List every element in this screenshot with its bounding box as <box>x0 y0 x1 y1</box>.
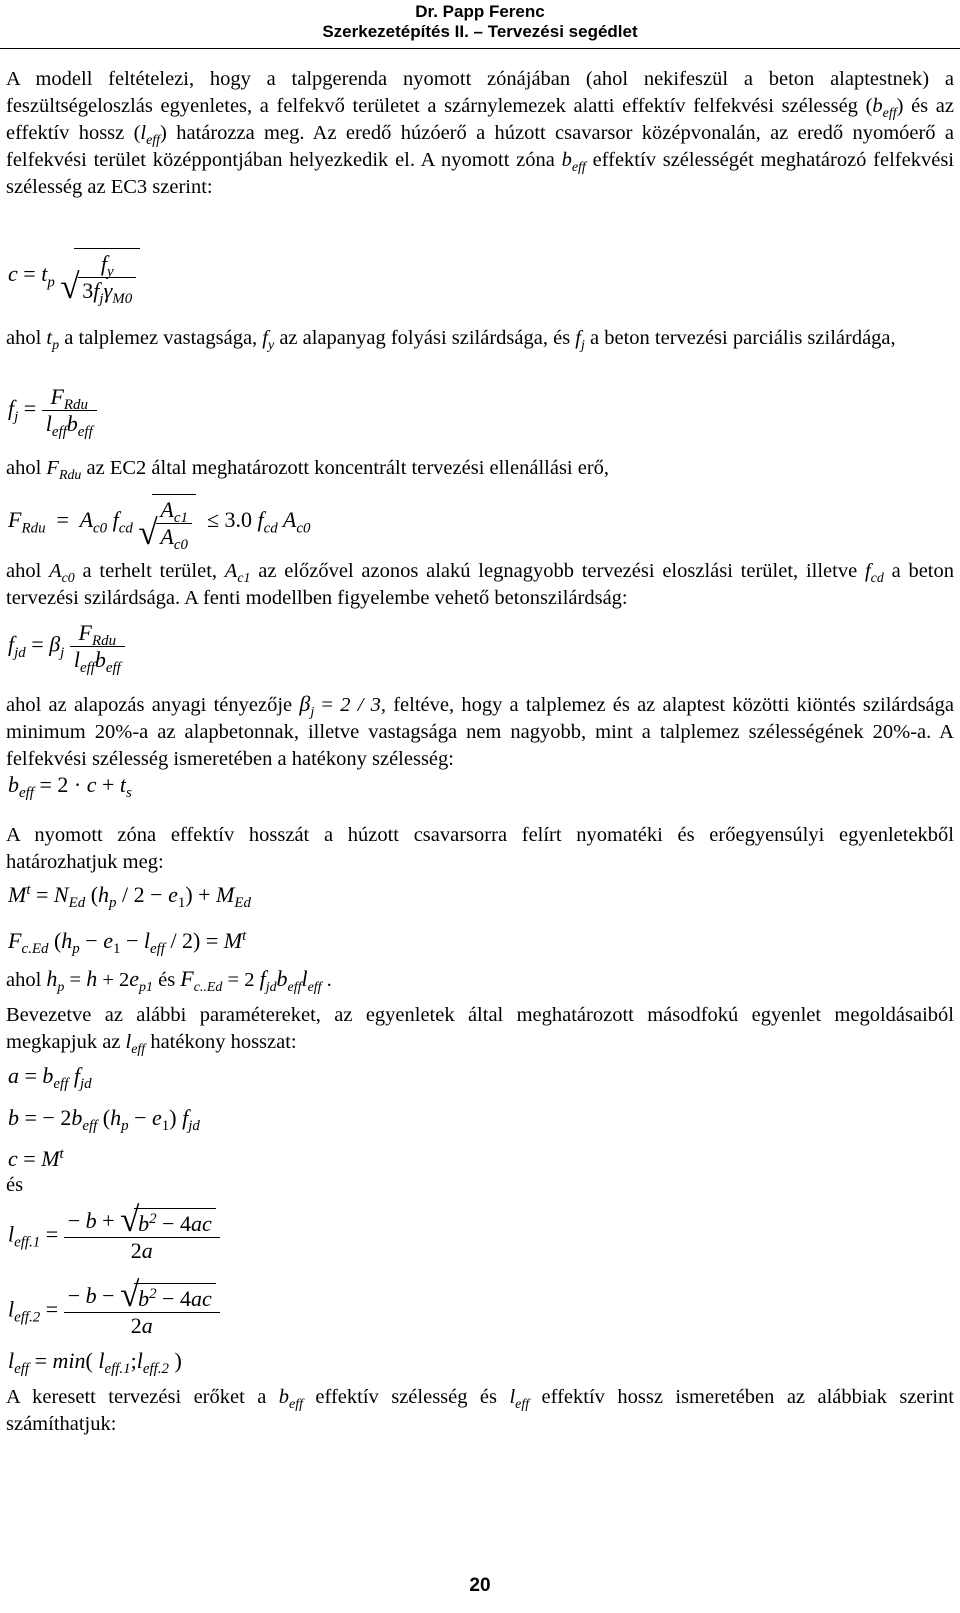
text: a beton tervezési szilárdsága. A fenti modellben figyelembe vehető betonszilárdság: <box>6 560 954 609</box>
equation-leff-min: $l_{eff} = \min$( $l_{eff.1};l_{eff.2}$ ) <box>8 1348 182 1378</box>
equation-force-balance: $F_{c.Ed}$ $(h_p - e_1 - l_{eff} / 2) = M^t$ <box>8 927 247 958</box>
text: a talplemez vastagsága, <box>59 327 263 349</box>
equation-beff: $b_{eff} = 2 \cdot c + t_s$ <box>8 772 132 802</box>
equation-a: $a = b_{eff}$ $f_{jd}$ <box>8 1063 92 1093</box>
equation-leff1: $l_{eff.1}$ = − b + √ $b^2 - 4ac$ 2a <box>8 1208 220 1264</box>
sqrt-symbol: √ $\frac{f_y}{3f_j\gamma_{M0}}$ <box>60 248 140 304</box>
paragraph-beta-j: ahol az alapozás anyagi tényezője $\beta_j = 2 / 3$, feltéve, hogy a talplemez és az alaptest közötti kiöntés szilárdsága minimum 20%-a az alapbetonnak, illetve vastagsága nem nagyobb, mint a talplemez szélességének 20%-a. A felfekvési szélesség ismeretében a hatékony szélesség: <box>6 691 955 770</box>
paragraph-where-frdu: ahol $F_{Rdu}$ az EC2 által meghatározott koncentrált tervezési ellenállási erő, <box>6 457 610 483</box>
equation-frdu: $F_{Rdu} = A_{c0}$ $f_{cd}$ √ $\frac{A_{c1}}{A_{c0}}$ ≤ 3.0 $f_{cd}$ $A_{c0}$ <box>8 494 310 550</box>
page-header <box>0 0 960 42</box>
text: ahol <box>6 969 47 991</box>
text: Bevezetve az alábbi paramétereket, az egyenletek által meghatározott másodfokú egyenlet megoldásaiból megkapjuk az <box>6 1004 954 1053</box>
page-number: 20 <box>469 1575 491 1596</box>
header-subtitle: Szerkezetépítés II. – Tervezési segédlet <box>322 22 638 41</box>
text: , feltéve, hogy a talplemez és az alaptest közötti kiöntés szilárdsága minimum 20%-a az alapbetonnak, illetve vastagsága nem nagyobb, mint a talplemez szélességének 20%-a. A felfekvési szélesség ismeretében a hatékony szélesség: <box>6 694 955 770</box>
word-es <box>6 1172 954 1199</box>
equation-moment: $M^t = N_{Ed}$ $(h_p / 2 - e_1) + M_{Ed}$ <box>8 881 251 912</box>
paragraph-where-ac0: ahol $A_{c0}$ a terhelt terület, $A_{c1}$ az előzővel azonos alakú legnagyobb tervezési eloszlási terület, illetve $f_{cd}$ a beton tervezési szilárdsága. A fenti modellben figyelembe vehető betonszilárdság: <box>6 560 954 609</box>
text: és <box>152 969 181 991</box>
paragraph-design-forces: A keresett tervezési erőket a $b_{eff}$ effektív szélesség és $l_{eff}$ effektív hossz ismeretében az alábbiak szerint számíthatjuk: <box>6 1386 954 1435</box>
paragraph-quadratic-intro: Bevezetve az alábbi paramétereket, az egyenletek által meghatározott másodfokú egyenlet megoldásaiból megkapjuk az $l_{eff}$ hatékony hosszat: <box>6 1004 954 1057</box>
text: és <box>6 1174 24 1196</box>
equation-b: b = − $2b_{eff}$ $(h_p - e_1)$ $f_{jd}$ <box>8 1105 200 1135</box>
text: ahol <box>6 560 50 582</box>
text: A modell feltételezi, hogy a talpgerenda nyomott zónájában (ahol nekifeszül a beton alaptestnek) a feszültségeloszlás egyenletes, a felfekvő területet a szárnylemezek alatti effektív felfekvési szélesség ( <box>6 68 954 117</box>
text: ) és az effektív hossz ( <box>6 95 955 144</box>
paragraph-where-tp: ahol $t_p$ a talplemez vastagsága, $f_y$ az alapanyag folyási szilárdsága, és $f_j$ a beton tervezési parciális szilárdága, <box>6 327 896 353</box>
equation-leff2: $l_{eff.2}$ = − b − √ $b^2 - 4ac$ 2a <box>8 1283 220 1339</box>
text: az EC2 által meghatározott koncentrált tervezési ellenállási erő, <box>81 457 610 479</box>
equation-fjd: $f_{jd} = \beta_j$ $\frac{F_{Rdu}}{l_{eff}b_{eff}}$ <box>8 620 125 673</box>
text: effektív hossz ismeretében az alábbiak szerint számíthatjuk: <box>6 1386 954 1435</box>
equation-fj: $f_j$ = $\frac{F_{Rdu}}{l_{eff}b_{eff}}$ <box>8 384 97 437</box>
paragraph-effective-length <box>6 822 954 876</box>
text: A nyomott zóna effektív hosszát a húzott csavarsorra felírt nyomatéki és erőegyensúlyi egyenletekből határozhatjuk meg: <box>6 824 954 873</box>
text: ahol <box>6 327 47 349</box>
text: az előzővel azonos alakú legnagyobb tervezési eloszlási terület, illetve <box>250 560 865 582</box>
text: a terhelt terület, <box>74 560 225 582</box>
text: az alapanyag folyási szilárdsága, és <box>274 327 576 349</box>
text: a beton tervezési parciális szilárdága, <box>584 327 896 349</box>
header-divider <box>0 48 960 49</box>
equation-c: $c = t_p$ √ $\frac{f_y}{3f_j\gamma_{M0}}$ <box>8 248 140 304</box>
equation-c-param: $c = M^t$ <box>8 1145 64 1171</box>
text: ) határozza meg. Az eredő húzóerő a húzott csavarsor középvonalán, az eredő nyomóerő a felfekvési terület középpontjában helyezkedik el. A nyomott zóna <box>6 122 954 171</box>
paragraph-model-assumptions: A modell feltételezi, hogy a talpgerenda nyomott zónájában (ahol nekifeszül a beton alaptestnek) a feszültségeloszlás egyenletes, a felfekvő területet a szárnylemezek alatti effektív felfekvési szélesség $(b_{eff})$ és az effektív hossz $(l_{eff})$ határozza meg. Az eredő húzóerő a húzott csavarsor középvonalán, az eredő nyomóerő a felfekvési terület középpontjában helyezkedik el. A nyomott zóna $b_{eff}$ effektív szélességét meghatározó felfekvési szélesség az EC3 szerint: <box>6 68 955 198</box>
paragraph-where-hp: ahol $h_p = h + 2e_{p1}$ és $F_{c..Ed} = 2$ $f_{jd}b_{eff}l_{eff}$ . <box>6 966 332 995</box>
text: ahol <box>6 457 47 479</box>
header-author: Dr. Papp Ferenc <box>415 2 545 21</box>
text: effektív szélességét meghatározó felfekvési szélesség az EC3 szerint: <box>6 149 954 198</box>
text: ahol az alapozás anyagi tényezője <box>6 694 300 716</box>
text: effektív szélesség és <box>302 1386 510 1408</box>
text: A keresett tervezési erőket a <box>6 1386 279 1408</box>
sqrt-symbol: √ $\frac{A_{c1}}{A_{c0}}$ <box>138 494 196 550</box>
text: hatékony hosszat: <box>145 1031 297 1053</box>
